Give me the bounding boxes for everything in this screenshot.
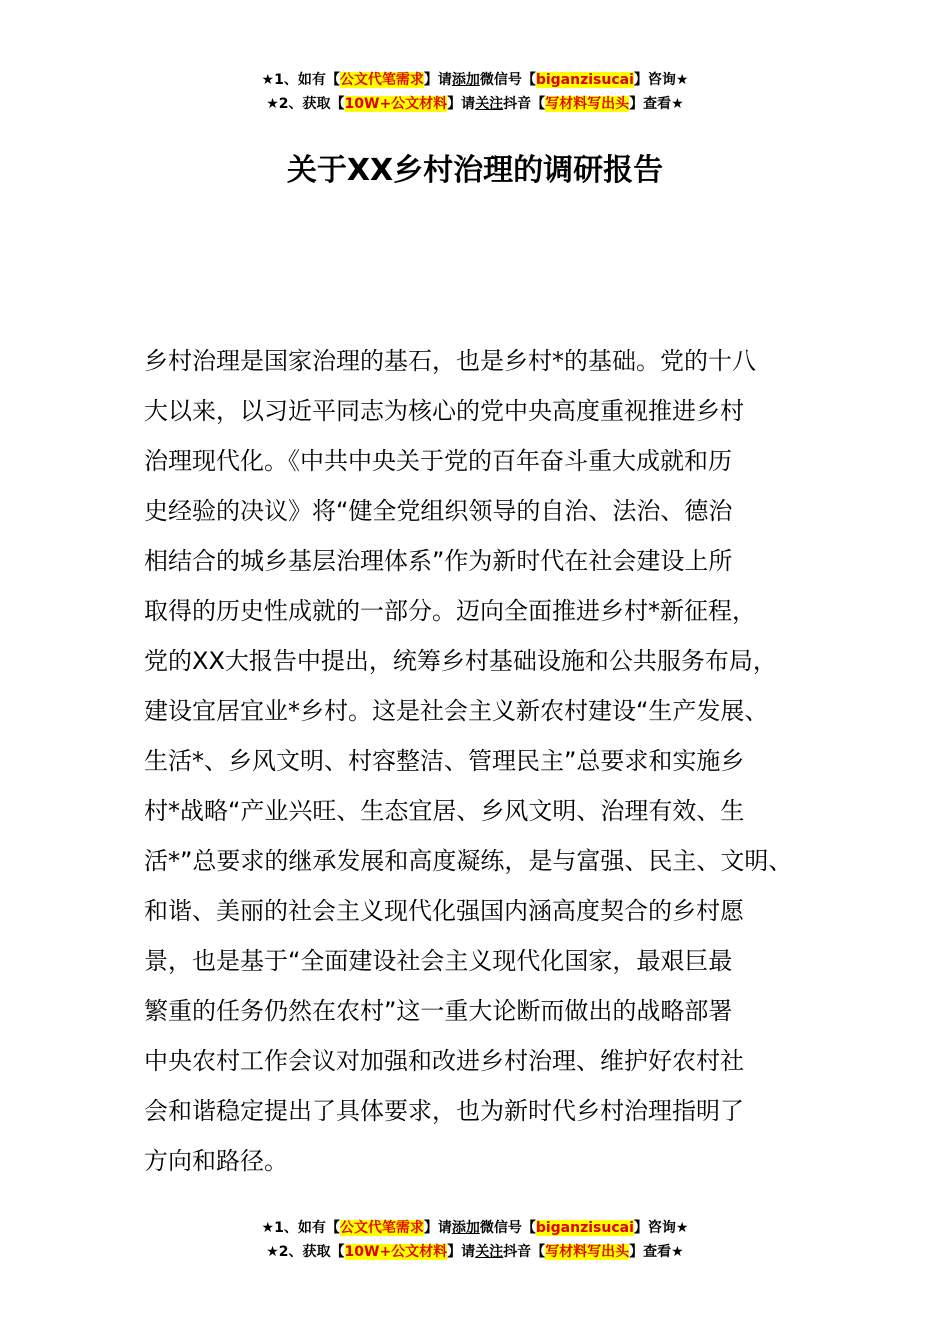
promo-highlight: biganzisucai <box>535 72 634 88</box>
body-line: 活*”总要求的继承发展和高度凝练，是与富强、民主、文明、 <box>144 847 793 875</box>
body-line: 生活*、乡风文明、村容整洁、管理民主”总要求和实施乡 <box>144 747 745 775</box>
promo-underline: 关注 <box>475 96 504 112</box>
body-line: 大以来，以习近平同志为核心的党中央高度重视推进乡村 <box>144 397 744 425</box>
promo-highlight: 10W+公文材料 <box>344 96 448 112</box>
promo-text: 】咨询★ <box>633 1220 689 1236</box>
body-line: 方向和路径。 <box>144 1147 288 1175</box>
promo-text: 微信号【 <box>479 1220 536 1236</box>
body-line: 会和谐稳定提出了具体要求，也为新时代乡村治理指明了 <box>144 1097 744 1125</box>
promo-text: 】咨询★ <box>633 72 689 88</box>
promo-text: ★2、获取【 <box>266 1244 345 1260</box>
body-line: 治理现代化。《中共中央关于党的百年奋斗重大成就和历 <box>144 447 732 475</box>
promo-underline: 添加 <box>451 72 480 88</box>
promo-highlight: 写材料写出头 <box>545 1244 630 1260</box>
promo-highlight: 公文代笔需求 <box>339 72 424 88</box>
promo-line-materials <box>0 1240 950 1264</box>
body-line: 取得的历史性成就的一部分。迈向全面推进乡村*新征程， <box>144 597 756 625</box>
body-line: 建设宜居宜业*乡村。这是社会主义新农村建设“生产发展、 <box>144 697 769 725</box>
promo-text: ★1、如有【 <box>261 72 340 88</box>
promo-line-service <box>0 68 950 92</box>
promo-text: 抖音【 <box>503 96 546 112</box>
promo-text: 抖音【 <box>503 1244 546 1260</box>
promo-text: 】查看★ <box>629 1244 684 1260</box>
promo-text: ★1、如有【 <box>261 1220 340 1236</box>
body-line: 村*战略“产业兴旺、生态宜居、乡风文明、治理有效、生 <box>144 797 745 825</box>
promo-underline: 添加 <box>451 1220 480 1236</box>
body-line: 乡村治理是国家治理的基石，也是乡村*的基础。党的十八 <box>144 347 756 375</box>
promo-highlight: 公文代笔需求 <box>339 1220 424 1236</box>
body-line: 繁重的任务仍然在农村”这一重大论断而做出的战略部署 <box>144 997 733 1025</box>
body-line: 党的XX大报告中提出，统筹乡村基础设施和公共服务布局， <box>144 647 777 675</box>
document-body <box>144 336 824 1186</box>
promo-footer <box>0 1216 950 1264</box>
promo-text: 】查看★ <box>629 96 684 112</box>
promo-line-materials <box>0 92 950 116</box>
promo-header <box>0 68 950 116</box>
body-line: 中央农村工作会议对加强和改进乡村治理、维护好农村社 <box>144 1047 744 1075</box>
promo-highlight: biganzisucai <box>535 1220 634 1236</box>
promo-text: 】请 <box>423 72 452 88</box>
body-line: 景，也是基于“全面建设社会主义现代化国家，最艰巨最 <box>144 947 733 975</box>
promo-highlight: 写材料写出头 <box>545 96 630 112</box>
promo-underline: 关注 <box>475 1244 504 1260</box>
promo-text: 】请 <box>447 1244 476 1260</box>
body-line: 和谐、美丽的社会主义现代化强国内涵高度契合的乡村愿 <box>144 897 744 925</box>
body-line: 相结合的城乡基层治理体系”作为新时代在社会建设上所 <box>144 547 733 575</box>
promo-text: 】请 <box>447 96 476 112</box>
promo-line-service <box>0 1216 950 1240</box>
promo-highlight: 10W+公文材料 <box>344 1244 448 1260</box>
document-title: 关于XX乡村治理的调研报告 <box>286 153 664 188</box>
promo-text: 微信号【 <box>479 72 536 88</box>
promo-text: ★2、获取【 <box>266 96 345 112</box>
promo-text: 】请 <box>423 1220 452 1236</box>
body-line: 史经验的决议》将“健全党组织领导的自治、法治、德治 <box>144 497 733 525</box>
